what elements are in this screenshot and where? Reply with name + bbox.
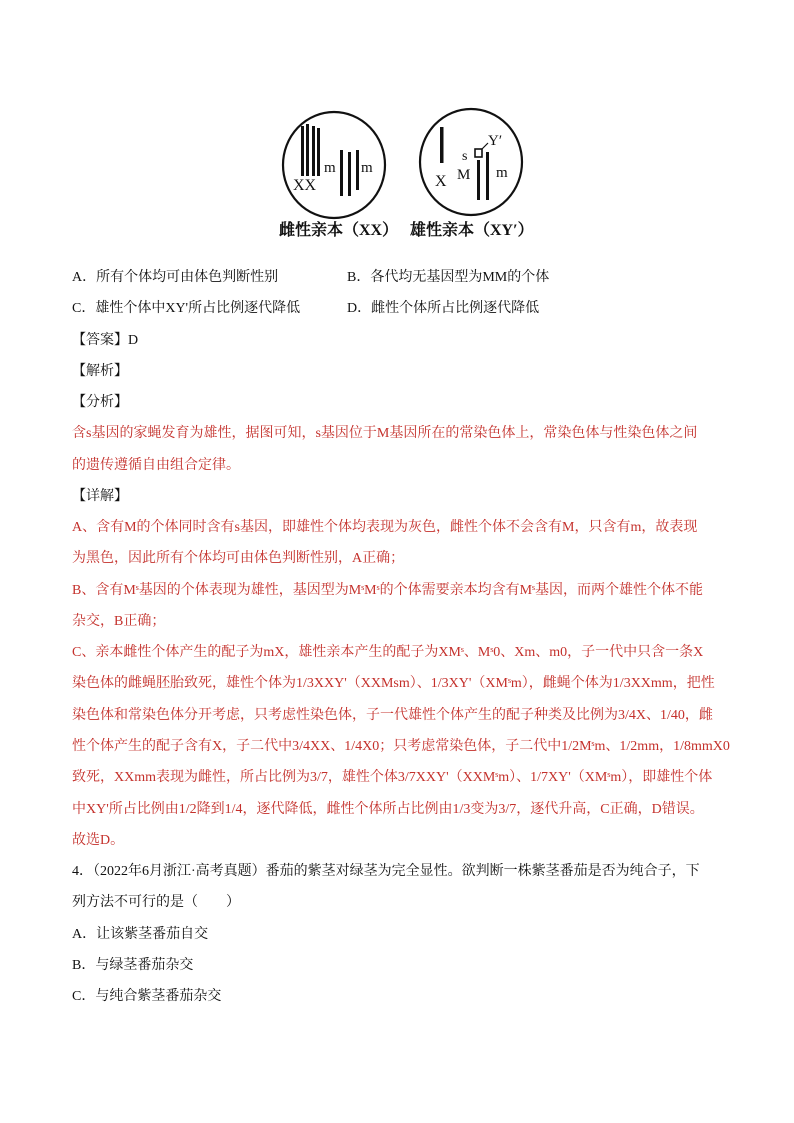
q4-option-b: B．与绿茎番茄杂交 (72, 957, 194, 973)
detail-line: 杂交，B正确； (72, 613, 166, 629)
detail-line: 染色体的雌蝇胚胎致死，雄性个体为1/3XXY'（XXMsm）、1/3XY'（XMˢm），雌蝇个体为1/3XXmm，把性 (72, 676, 715, 692)
analysis-line: 的遗传遵循自由组合定律。 (72, 457, 240, 473)
q4-option-a: A．让该紫茎番茄自交 (72, 926, 209, 942)
autosomes-left (340, 150, 359, 196)
female-cell (283, 112, 385, 218)
detail-label: 【详解】 (72, 488, 128, 504)
detail-line: 致死，XXmm表现为雌性，所占比例为3/7，雄性个体3/7XXY'（XXMˢm）、1/7XY'（XMˢm），即雄性个体 (72, 770, 713, 786)
label-xx: XX (293, 177, 317, 194)
label-y-prime: Y′ (488, 133, 503, 149)
label-s: s (462, 149, 468, 164)
q4-option-c: C．与纯合紫茎番茄杂交 (72, 989, 222, 1005)
male-cell (420, 109, 522, 215)
y-prime-chromosome (475, 149, 482, 157)
q4-stem-line: 4．（2022年6月浙江·高考真题）番茄的紫茎对绿茎为完全显性。欲判断一株紫茎番茄是否为纯合子，下 (72, 864, 700, 880)
q3-options-row-1 (72, 262, 752, 293)
q4-stem-line: 列方法不可行的是（ ） (72, 895, 240, 911)
label-m-right: m (496, 165, 508, 181)
q3-option-b: B．各代均无基因型为MM的个体 (347, 270, 550, 285)
detail-line: 故选D。 (72, 832, 125, 848)
label-m-left-2: m (361, 160, 373, 176)
caption-male-parent: 雄性亲本（XY′） (410, 222, 534, 239)
sex-chromosomes-xx (301, 124, 320, 176)
detail-line: 为黑色，因此所有个体均可由体色判断性别，A正确； (72, 551, 405, 567)
analysis-label: 【解析】 (72, 363, 128, 379)
label-m-upper: M (457, 167, 471, 183)
caption-female-parent: 雌性亲本（XX） (279, 222, 399, 239)
autosomes-right (477, 152, 489, 200)
detail-line: 染色体和常染色体分开考虑，只考虑性染色体，子一代雄性个体产生的配子种类及比例为3/4X、1/40，雌 (72, 707, 713, 723)
q3-option-d: D．雌性个体所占比例逐代降低 (347, 301, 540, 317)
detail-line: C、亲本雌性个体产生的配子为mX，雄性亲本产生的配子为XMˢ、Mˢ0、Xm、m0，子一代中只含一条X (72, 645, 704, 661)
answer-label: 【答案】D (72, 332, 139, 348)
analysis-line: 含s基因的家蝇发育为雄性，据图可知，s基因位于M基因所在的常染色体上，常染色体与性染色体之间 (72, 426, 698, 442)
document-body (72, 262, 752, 1012)
q3-option-a: A．所有个体均可由体色判断性别 (72, 270, 279, 285)
q3-options-row-2 (72, 293, 752, 324)
chromosome-figure (270, 100, 540, 248)
label-m-left-1: m (324, 160, 336, 176)
detail-line: 性个体产生的配子含有X，子二代中3/4XX、1/4X0；只考虑常染色体，子二代中1/2Mˢm、1/2mm，1/8mmX0 (72, 738, 730, 754)
analysis-sub-label: 【分析】 (72, 395, 128, 411)
detail-line: B、含有Mˢ基因的个体表现为雄性，基因型为MˢMˢ的个体需要亲本均含有Mˢ基因，而两个雄性个体不能 (72, 582, 704, 598)
q3-option-c: C．雄性个体中XY'所占比例逐代降低 (72, 301, 301, 317)
label-x: X (435, 173, 447, 190)
detail-line: 中XY'所占比例由1/2降到1/4，逐代降低，雌性个体所占比例由1/3变为3/7，逐代升高，C正确，D错误。 (72, 801, 704, 817)
detail-line: A、含有M的个体同时含有s基因，即雄性个体均表现为灰色，雌性个体不会含有M，只含有m，故表现 (72, 520, 698, 536)
x-chromosome (440, 127, 444, 163)
